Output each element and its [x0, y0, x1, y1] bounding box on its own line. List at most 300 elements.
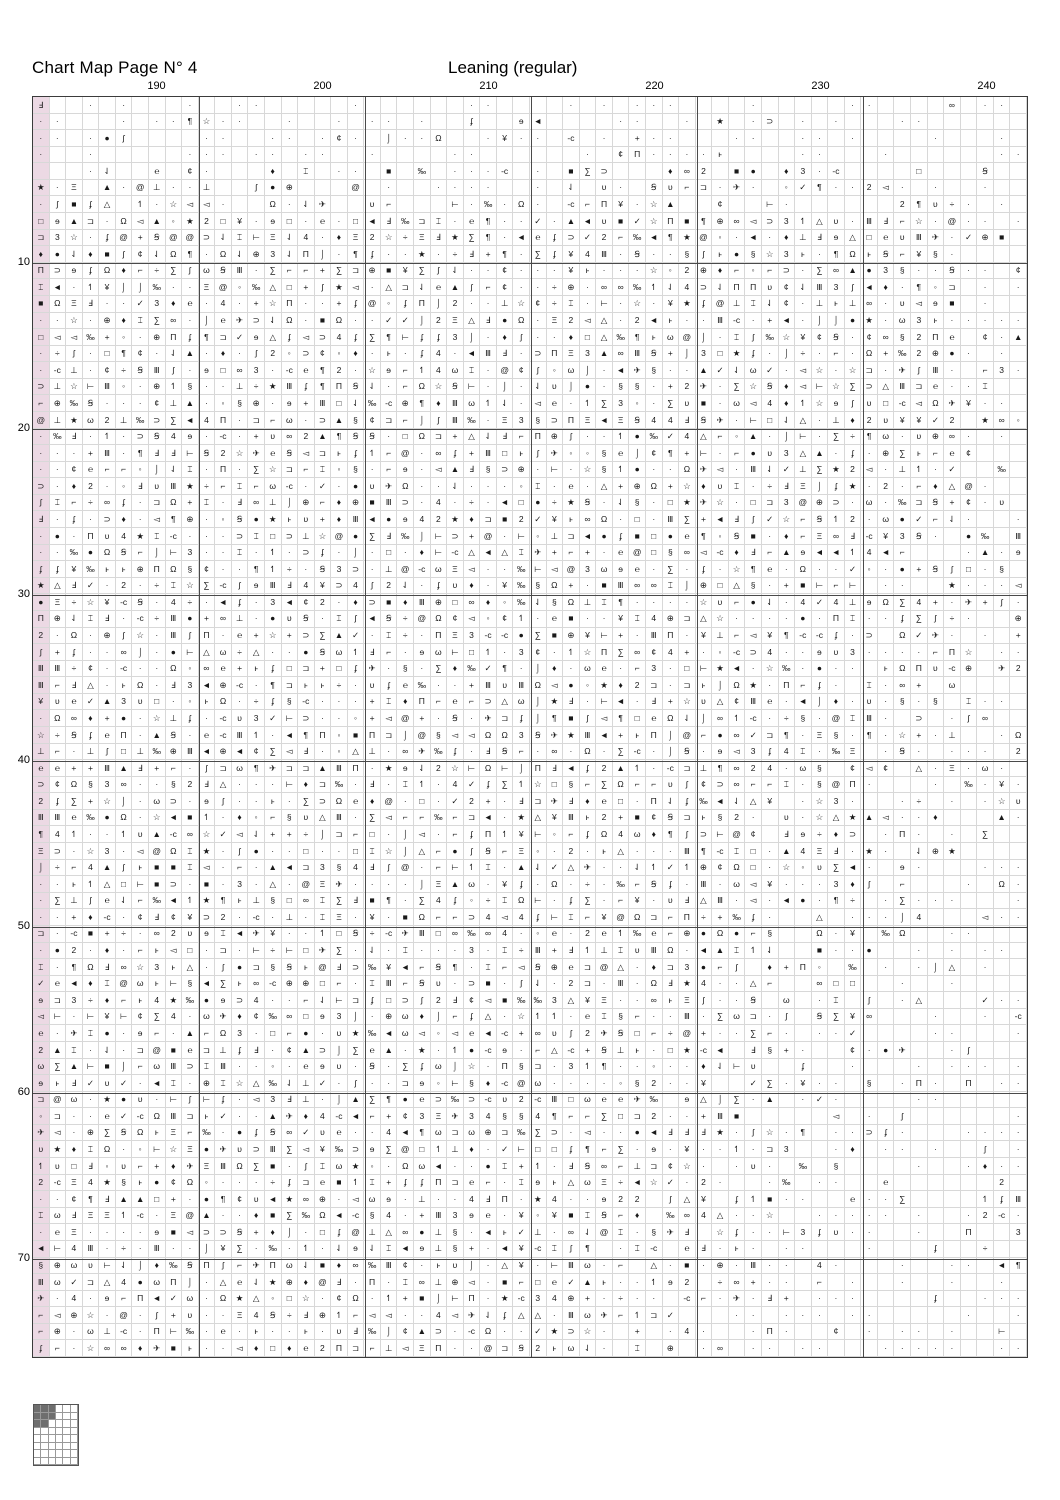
grid-cell[interactable]: ‰: [397, 213, 414, 230]
grid-cell[interactable]: ◄: [397, 1125, 414, 1142]
grid-cell[interactable]: ⇃: [762, 943, 779, 960]
grid-cell[interactable]: ✓: [911, 511, 928, 528]
grid-cell[interactable]: ▲: [580, 1274, 597, 1291]
grid-cell[interactable]: □: [397, 429, 414, 446]
grid-cell[interactable]: ·: [497, 793, 514, 810]
grid-cell[interactable]: [712, 163, 729, 180]
grid-cell[interactable]: ◦: [712, 528, 729, 545]
grid-cell[interactable]: ⇃: [248, 1274, 265, 1291]
grid-cell[interactable]: ∑: [99, 1125, 116, 1142]
grid-cell[interactable]: ∑: [530, 1125, 547, 1142]
grid-cell[interactable]: ÷: [116, 362, 133, 379]
grid-cell[interactable]: [878, 196, 895, 213]
grid-cell[interactable]: ◄: [397, 959, 414, 976]
grid-cell[interactable]: ¥: [845, 1009, 862, 1026]
grid-cell[interactable]: ‰: [646, 429, 663, 446]
grid-cell[interactable]: Ⅎ: [232, 495, 249, 512]
grid-cell[interactable]: ⊃: [547, 1125, 564, 1142]
grid-cell[interactable]: ·: [845, 213, 862, 230]
grid-cell[interactable]: ⌐: [530, 1042, 547, 1059]
grid-cell[interactable]: ·: [132, 379, 149, 396]
grid-cell[interactable]: ·: [712, 992, 729, 1009]
grid-cell[interactable]: [795, 1324, 812, 1341]
grid-cell[interactable]: ⌐: [596, 1141, 613, 1158]
grid-cell[interactable]: ʄ: [696, 561, 713, 578]
grid-cell[interactable]: ◅: [530, 395, 547, 412]
grid-cell[interactable]: ⱶ: [663, 313, 680, 330]
grid-cell[interactable]: △: [99, 876, 116, 893]
grid-cell[interactable]: ¶: [480, 213, 497, 230]
grid-cell[interactable]: ·: [977, 860, 994, 877]
grid-cell[interactable]: ʃ: [745, 1125, 762, 1142]
grid-cell[interactable]: ·: [182, 97, 199, 114]
grid-cell[interactable]: [928, 578, 945, 595]
grid-cell[interactable]: ♦: [265, 1224, 282, 1241]
grid-cell[interactable]: ▲: [447, 279, 464, 296]
grid-cell[interactable]: ω: [464, 1125, 481, 1142]
grid-cell[interactable]: ⌐: [729, 445, 746, 462]
grid-cell[interactable]: ·: [894, 1274, 911, 1291]
grid-cell[interactable]: @: [480, 528, 497, 545]
grid-cell[interactable]: ⌡: [812, 694, 829, 711]
grid-cell[interactable]: ·: [663, 1258, 680, 1275]
grid-cell[interactable]: 2: [1010, 661, 1027, 678]
grid-cell[interactable]: ⇃: [149, 246, 166, 263]
grid-cell[interactable]: ∑: [364, 1092, 381, 1109]
grid-cell[interactable]: [928, 1307, 945, 1324]
grid-cell[interactable]: ⌐: [50, 677, 67, 694]
grid-cell[interactable]: ●: [629, 429, 646, 446]
grid-cell[interactable]: [729, 1175, 746, 1192]
grid-cell[interactable]: ·: [530, 196, 547, 213]
grid-cell[interactable]: ✈: [663, 1224, 680, 1241]
grid-cell[interactable]: □: [547, 777, 564, 794]
grid-cell[interactable]: ‰: [513, 1125, 530, 1142]
grid-cell[interactable]: 3: [580, 346, 597, 363]
grid-cell[interactable]: ⊐: [149, 495, 166, 512]
grid-cell[interactable]: [878, 992, 895, 1009]
grid-cell[interactable]: ·: [563, 395, 580, 412]
grid-cell[interactable]: ·: [745, 1092, 762, 1109]
grid-cell[interactable]: Ꞩ: [812, 511, 829, 528]
grid-cell[interactable]: ·: [182, 180, 199, 197]
grid-cell[interactable]: Ⅲ: [149, 362, 166, 379]
grid-cell[interactable]: ·: [1010, 1059, 1027, 1076]
grid-cell[interactable]: ·: [99, 677, 116, 694]
grid-cell[interactable]: ∞: [828, 263, 845, 280]
grid-cell[interactable]: Ⅎ: [663, 976, 680, 993]
grid-cell[interactable]: Ⅲ: [563, 1307, 580, 1324]
grid-cell[interactable]: ♦: [348, 594, 365, 611]
grid-cell[interactable]: ◄: [828, 545, 845, 562]
grid-cell[interactable]: ¢: [961, 445, 978, 462]
grid-cell[interactable]: +: [414, 1208, 431, 1225]
grid-cell[interactable]: ⱶ: [712, 147, 729, 164]
grid-cell[interactable]: ·: [447, 180, 464, 197]
grid-cell[interactable]: ·: [961, 1158, 978, 1175]
grid-cell[interactable]: ·: [530, 163, 547, 180]
grid-cell[interactable]: ⌶: [397, 1274, 414, 1291]
grid-cell[interactable]: ✓: [348, 628, 365, 645]
grid-cell[interactable]: ⊐: [215, 760, 232, 777]
grid-cell[interactable]: 2: [629, 677, 646, 694]
grid-cell[interactable]: ◦: [629, 395, 646, 412]
grid-cell[interactable]: ·: [696, 1258, 713, 1275]
grid-cell[interactable]: [66, 130, 83, 147]
grid-cell[interactable]: ω: [199, 1009, 216, 1026]
grid-cell[interactable]: @: [331, 528, 348, 545]
grid-cell[interactable]: Ξ: [596, 992, 613, 1009]
grid-cell[interactable]: ʃ: [315, 279, 332, 296]
grid-cell[interactable]: ÷: [464, 495, 481, 512]
grid-cell[interactable]: ⌐: [99, 462, 116, 479]
grid-cell[interactable]: [961, 943, 978, 960]
grid-cell[interactable]: ●: [132, 1274, 149, 1291]
grid-cell[interactable]: ⌐: [132, 893, 149, 910]
grid-cell[interactable]: ¢: [132, 1009, 149, 1026]
grid-cell[interactable]: ·: [182, 1075, 199, 1092]
grid-cell[interactable]: ⌡: [182, 1274, 199, 1291]
grid-cell[interactable]: ·: [795, 644, 812, 661]
grid-cell[interactable]: ✈: [464, 1307, 481, 1324]
grid-cell[interactable]: @: [132, 180, 149, 197]
grid-cell[interactable]: ⌡: [397, 843, 414, 860]
grid-cell[interactable]: 2: [315, 594, 332, 611]
grid-cell[interactable]: @: [116, 1307, 133, 1324]
grid-cell[interactable]: [977, 429, 994, 446]
grid-cell[interactable]: @: [961, 478, 978, 495]
grid-cell[interactable]: Ⅲ: [182, 744, 199, 761]
grid-cell[interactable]: [712, 1191, 729, 1208]
grid-cell[interactable]: [1010, 296, 1027, 313]
grid-cell[interactable]: ¥: [580, 628, 597, 645]
grid-cell[interactable]: ⊢: [83, 379, 100, 396]
grid-cell[interactable]: υ: [812, 860, 829, 877]
grid-cell[interactable]: Ⅲ: [580, 727, 597, 744]
grid-cell[interactable]: ∑: [613, 644, 630, 661]
grid-cell[interactable]: ·: [1010, 1291, 1027, 1308]
grid-cell[interactable]: ★: [679, 296, 696, 313]
grid-cell[interactable]: ●: [530, 495, 547, 512]
grid-cell[interactable]: ·: [215, 495, 232, 512]
grid-cell[interactable]: Ⅲ: [679, 843, 696, 860]
grid-cell[interactable]: ʃ: [530, 362, 547, 379]
grid-cell[interactable]: ⊃: [215, 1224, 232, 1241]
grid-cell[interactable]: ★: [845, 810, 862, 827]
grid-cell[interactable]: ★: [414, 1042, 431, 1059]
grid-cell[interactable]: Ⅲ: [149, 1241, 166, 1258]
grid-cell[interactable]: -c: [348, 1208, 365, 1225]
grid-cell[interactable]: ⊢: [182, 445, 199, 462]
grid-cell[interactable]: ·: [447, 213, 464, 230]
grid-cell[interactable]: [911, 1141, 928, 1158]
grid-cell[interactable]: ★: [182, 478, 199, 495]
grid-cell[interactable]: ·: [149, 661, 166, 678]
grid-cell[interactable]: [961, 329, 978, 346]
grid-cell[interactable]: [828, 130, 845, 147]
grid-cell[interactable]: ·: [812, 611, 829, 628]
grid-cell[interactable]: ∞: [629, 578, 646, 595]
grid-cell[interactable]: ✓: [215, 1108, 232, 1125]
grid-cell[interactable]: ⌡: [431, 1291, 448, 1308]
grid-cell[interactable]: ◅: [348, 1191, 365, 1208]
grid-cell[interactable]: ·: [33, 313, 50, 330]
grid-cell[interactable]: §: [795, 710, 812, 727]
grid-cell[interactable]: Π: [894, 826, 911, 843]
grid-cell[interactable]: ⌶: [33, 279, 50, 296]
grid-cell[interactable]: ⊕: [977, 230, 994, 247]
grid-cell[interactable]: υ: [182, 1307, 199, 1324]
grid-cell[interactable]: ♦: [116, 511, 133, 528]
grid-cell[interactable]: ⱶ: [580, 810, 597, 827]
grid-cell[interactable]: ★: [547, 694, 564, 711]
grid-cell[interactable]: υ: [547, 379, 564, 396]
grid-cell[interactable]: [994, 959, 1011, 976]
grid-cell[interactable]: ↿: [497, 826, 514, 843]
grid-cell[interactable]: ·: [315, 1291, 332, 1308]
grid-cell[interactable]: ⱶ: [729, 1241, 746, 1258]
grid-cell[interactable]: ·: [116, 97, 133, 114]
grid-cell[interactable]: ⊐: [679, 810, 696, 827]
grid-cell[interactable]: ·: [613, 296, 630, 313]
grid-cell[interactable]: [961, 1191, 978, 1208]
grid-cell[interactable]: [232, 180, 249, 197]
grid-cell[interactable]: ℮: [215, 1324, 232, 1341]
grid-cell[interactable]: +: [629, 1324, 646, 1341]
grid-cell[interactable]: [961, 1274, 978, 1291]
grid-cell[interactable]: -c: [563, 130, 580, 147]
grid-cell[interactable]: Ⅎ: [83, 1158, 100, 1175]
grid-cell[interactable]: ℮: [33, 1025, 50, 1042]
grid-cell[interactable]: ⌶: [861, 677, 878, 694]
grid-cell[interactable]: ★: [199, 893, 216, 910]
grid-cell[interactable]: ·: [596, 860, 613, 877]
grid-cell[interactable]: §: [282, 810, 299, 827]
grid-cell[interactable]: ☆: [166, 1141, 183, 1158]
grid-cell[interactable]: ·: [878, 710, 895, 727]
grid-cell[interactable]: Ⅲ: [812, 279, 829, 296]
grid-cell[interactable]: ·: [762, 843, 779, 860]
grid-cell[interactable]: Ⅲ: [50, 661, 67, 678]
grid-cell[interactable]: ω: [977, 760, 994, 777]
grid-cell[interactable]: Ⅲ: [83, 1241, 100, 1258]
grid-cell[interactable]: ♦: [779, 163, 796, 180]
grid-cell[interactable]: Ω: [99, 1141, 116, 1158]
grid-cell[interactable]: ·: [33, 1224, 50, 1241]
grid-cell[interactable]: ¥: [696, 1075, 713, 1092]
grid-cell[interactable]: [729, 97, 746, 114]
grid-cell[interactable]: ·: [282, 1059, 299, 1076]
grid-cell[interactable]: [414, 147, 431, 164]
grid-cell[interactable]: ·: [431, 1042, 448, 1059]
grid-cell[interactable]: ‰: [66, 545, 83, 562]
grid-cell[interactable]: ■: [497, 992, 514, 1009]
grid-cell[interactable]: ⌐: [762, 976, 779, 993]
grid-cell[interactable]: ↿: [563, 644, 580, 661]
grid-cell[interactable]: ●: [464, 1042, 481, 1059]
grid-cell[interactable]: Ξ: [232, 1307, 249, 1324]
grid-cell[interactable]: ·: [679, 1108, 696, 1125]
grid-cell[interactable]: ⊐: [580, 976, 597, 993]
grid-cell[interactable]: Ⅎ: [66, 677, 83, 694]
grid-cell[interactable]: ∑: [464, 230, 481, 247]
grid-cell[interactable]: ω: [580, 1092, 597, 1109]
grid-cell[interactable]: ·: [977, 296, 994, 313]
grid-cell[interactable]: Ξ: [447, 313, 464, 330]
grid-cell[interactable]: 4: [480, 909, 497, 926]
grid-cell[interactable]: ·: [729, 1208, 746, 1225]
grid-cell[interactable]: ·: [248, 860, 265, 877]
grid-cell[interactable]: [878, 793, 895, 810]
grid-cell[interactable]: ¶: [795, 1125, 812, 1142]
grid-cell[interactable]: ·: [315, 710, 332, 727]
grid-cell[interactable]: 2: [696, 163, 713, 180]
grid-cell[interactable]: ⌐: [431, 860, 448, 877]
grid-cell[interactable]: Ω: [166, 246, 183, 263]
grid-cell[interactable]: [447, 130, 464, 147]
grid-cell[interactable]: ¶: [215, 893, 232, 910]
grid-cell[interactable]: ∞: [712, 710, 729, 727]
grid-cell[interactable]: ‰: [364, 395, 381, 412]
grid-cell[interactable]: ·: [50, 1291, 67, 1308]
grid-cell[interactable]: ·: [911, 893, 928, 910]
grid-cell[interactable]: [928, 909, 945, 926]
grid-cell[interactable]: ·: [431, 710, 448, 727]
grid-cell[interactable]: ◄: [480, 1025, 497, 1042]
grid-cell[interactable]: §: [530, 412, 547, 429]
grid-cell[interactable]: Ⅲ: [712, 893, 729, 910]
grid-cell[interactable]: ●: [397, 1092, 414, 1109]
grid-cell[interactable]: ◦: [364, 1158, 381, 1175]
grid-cell[interactable]: ‰: [331, 777, 348, 794]
grid-cell[interactable]: ʄ: [762, 744, 779, 761]
grid-cell[interactable]: ⊐: [745, 1009, 762, 1026]
grid-cell[interactable]: ↿: [116, 1208, 133, 1225]
grid-cell[interactable]: ω: [50, 1208, 67, 1225]
grid-cell[interactable]: ⊃: [232, 992, 249, 1009]
grid-cell[interactable]: +: [580, 1042, 597, 1059]
grid-cell[interactable]: [878, 777, 895, 794]
grid-cell[interactable]: Ꞩ: [298, 611, 315, 628]
grid-cell[interactable]: [712, 130, 729, 147]
grid-cell[interactable]: ✈: [596, 1307, 613, 1324]
grid-cell[interactable]: ·: [116, 1141, 133, 1158]
grid-cell[interactable]: 4: [861, 545, 878, 562]
grid-cell[interactable]: ·: [248, 1175, 265, 1192]
grid-cell[interactable]: ·: [215, 379, 232, 396]
grid-cell[interactable]: ¥: [663, 296, 680, 313]
grid-cell[interactable]: ·: [414, 860, 431, 877]
grid-cell[interactable]: ÷: [397, 628, 414, 645]
grid-cell[interactable]: 4: [431, 893, 448, 910]
grid-cell[interactable]: ·: [911, 694, 928, 711]
grid-cell[interactable]: ∞: [812, 976, 829, 993]
grid-cell[interactable]: +: [580, 545, 597, 562]
grid-cell[interactable]: Ⅲ: [613, 976, 630, 993]
grid-cell[interactable]: ☆: [431, 379, 448, 396]
grid-cell[interactable]: ʄ: [364, 246, 381, 263]
grid-cell[interactable]: 2: [381, 578, 398, 595]
grid-cell[interactable]: ☆: [712, 495, 729, 512]
grid-cell[interactable]: ◦: [348, 710, 365, 727]
grid-cell[interactable]: ♦: [828, 694, 845, 711]
grid-cell[interactable]: Ⅎ: [149, 909, 166, 926]
grid-cell[interactable]: [894, 1291, 911, 1308]
grid-cell[interactable]: ◄: [282, 727, 299, 744]
grid-cell[interactable]: ■: [613, 213, 630, 230]
grid-cell[interactable]: [679, 196, 696, 213]
grid-cell[interactable]: Ξ: [795, 478, 812, 495]
grid-cell[interactable]: Ω: [132, 1125, 149, 1142]
grid-cell[interactable]: ⊕: [696, 263, 713, 280]
grid-cell[interactable]: ·: [364, 1075, 381, 1092]
grid-cell[interactable]: ω: [149, 1274, 166, 1291]
grid-cell[interactable]: Ⅲ: [33, 677, 50, 694]
grid-cell[interactable]: -c: [646, 1241, 663, 1258]
grid-cell[interactable]: ·: [845, 130, 862, 147]
grid-cell[interactable]: ·: [447, 677, 464, 694]
grid-cell[interactable]: ⊐: [348, 992, 365, 1009]
grid-cell[interactable]: △: [712, 1208, 729, 1225]
grid-cell[interactable]: ⊕: [563, 279, 580, 296]
grid-cell[interactable]: ·: [696, 313, 713, 330]
grid-cell[interactable]: ʃ: [149, 1307, 166, 1324]
grid-cell[interactable]: [845, 163, 862, 180]
grid-cell[interactable]: ·: [215, 545, 232, 562]
grid-cell[interactable]: ‰: [149, 744, 166, 761]
grid-cell[interactable]: ■: [563, 710, 580, 727]
grid-cell[interactable]: [828, 760, 845, 777]
grid-cell[interactable]: ☆: [364, 362, 381, 379]
grid-cell[interactable]: ∑: [745, 1025, 762, 1042]
grid-cell[interactable]: -c: [66, 926, 83, 943]
grid-cell[interactable]: ☆: [149, 810, 166, 827]
grid-cell[interactable]: ☆: [580, 462, 597, 479]
grid-cell[interactable]: [497, 180, 514, 197]
grid-cell[interactable]: ⌶: [497, 893, 514, 910]
grid-cell[interactable]: ▲: [149, 213, 166, 230]
grid-cell[interactable]: □: [66, 1158, 83, 1175]
grid-cell[interactable]: ◦: [431, 1075, 448, 1092]
grid-cell[interactable]: ·: [66, 279, 83, 296]
grid-cell[interactable]: ★: [944, 578, 961, 595]
grid-cell[interactable]: -c: [629, 744, 646, 761]
grid-cell[interactable]: [215, 180, 232, 197]
grid-cell[interactable]: ⌐: [580, 777, 597, 794]
grid-cell[interactable]: ω: [779, 992, 796, 1009]
grid-cell[interactable]: Ꞩ: [646, 180, 663, 197]
grid-cell[interactable]: ∑: [50, 1059, 67, 1076]
grid-cell[interactable]: [812, 1125, 829, 1142]
grid-cell[interactable]: ⊃: [331, 578, 348, 595]
grid-cell[interactable]: ·: [480, 1141, 497, 1158]
grid-cell[interactable]: ∑: [812, 462, 829, 479]
grid-cell[interactable]: ʄ: [464, 826, 481, 843]
grid-cell[interactable]: ω: [745, 362, 762, 379]
grid-cell[interactable]: ¢: [66, 462, 83, 479]
grid-cell[interactable]: △: [414, 843, 431, 860]
grid-cell[interactable]: υ: [712, 594, 729, 611]
grid-cell[interactable]: ·: [762, 1340, 779, 1357]
grid-cell[interactable]: [596, 1241, 613, 1258]
grid-cell[interactable]: Ω: [812, 926, 829, 943]
grid-cell[interactable]: ⊐: [298, 1175, 315, 1192]
grid-cell[interactable]: △: [215, 777, 232, 794]
grid-cell[interactable]: Ꞩ: [944, 263, 961, 280]
grid-cell[interactable]: ⊐: [182, 1108, 199, 1125]
grid-cell[interactable]: ▲: [696, 362, 713, 379]
grid-cell[interactable]: ¥: [911, 246, 928, 263]
